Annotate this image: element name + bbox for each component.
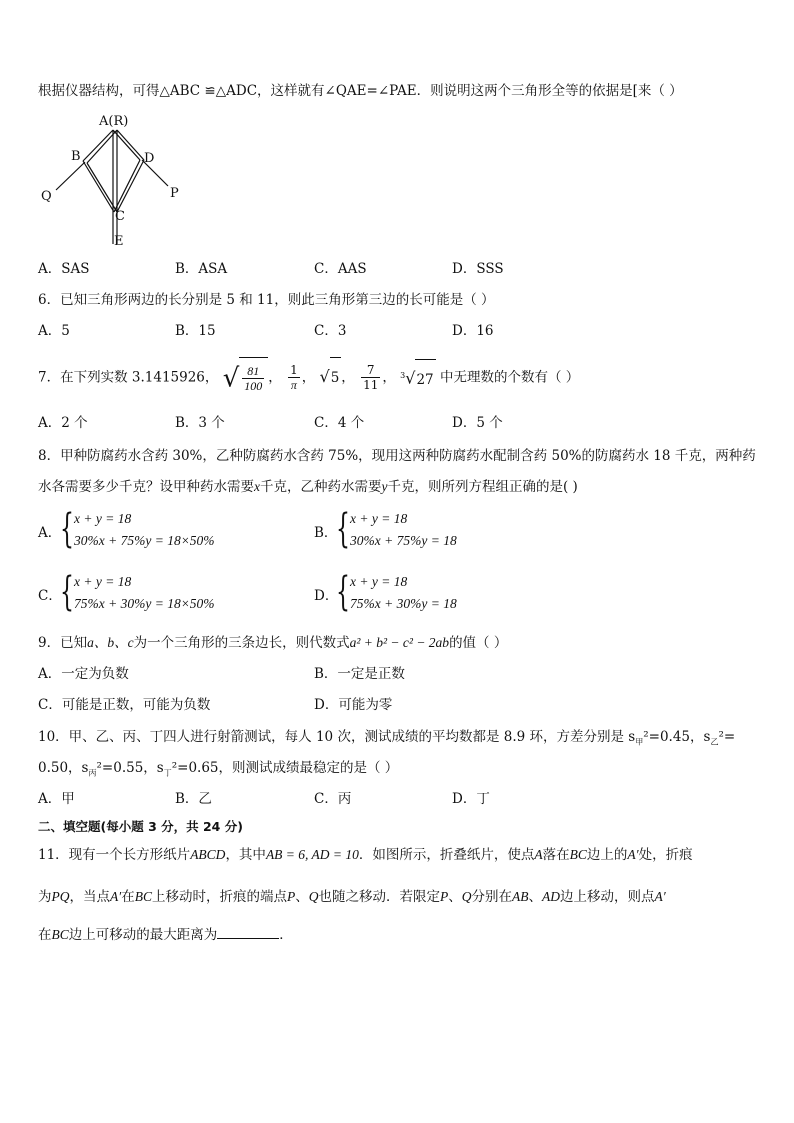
q11-line1 (38, 846, 693, 864)
q11-l2b: ，当点 (69, 889, 110, 905)
q11-l2-ad: AD (541, 889, 560, 904)
section-heading-fill-in: 二、填空题(每小题 3 分，共 24 分) (38, 819, 243, 834)
q9-option-a[interactable]: A．一定为负数 (38, 666, 129, 682)
q11-l3c: ． (279, 927, 293, 943)
q11-l3b: 边上可移动的最大距离为 (68, 927, 218, 943)
q8-option-d-system[interactable]: { x + y = 18 75%x + 30%y = 18 (336, 569, 457, 615)
q9-suffix: 的值（ ） (449, 635, 508, 651)
q10-sub-bing: 丙 (88, 768, 97, 778)
label-B: B (71, 149, 81, 164)
q5-option-a[interactable]: A．SAS (38, 261, 90, 277)
q11-point-a: A (534, 847, 543, 862)
q11-l2-q2: Q (461, 889, 472, 904)
q11-l2g: 、 (448, 889, 462, 905)
q11-l2-a-prime: A′ (110, 889, 122, 904)
q11-l2i: 、 (528, 889, 542, 905)
q11-l2-q: Q (308, 889, 319, 904)
q8-option-a-system[interactable]: { x + y = 18 30%x + 75%y = 18×50% (60, 506, 215, 552)
cbrt-val: 27 (415, 359, 435, 400)
q6-stem: 6．已知三角形两边的长分别是 5 和 11，则此三角形第三边的长可能是（ ） (38, 292, 495, 308)
q8-option-d-label[interactable]: D． (314, 588, 339, 604)
q11-l2a: 为 (38, 889, 52, 905)
frac-7-over-11 (361, 363, 380, 392)
q10-option-a[interactable]: A．甲 (38, 791, 75, 807)
q6-option-c[interactable]: C．3 (314, 323, 347, 339)
label-Q: Q (41, 189, 52, 204)
sqrt-num: 81 (242, 364, 264, 379)
q10-line2b: ²=0.65，则测试成绩最稳定的是（ ） (171, 760, 399, 776)
frac2-den: 11 (363, 378, 379, 393)
q11-answer-blank[interactable] (217, 926, 279, 939)
q11-l1f: 处，折痕 (638, 847, 693, 863)
q11-l2-p2: P (439, 889, 449, 904)
q10-option-c[interactable]: C．丙 (314, 791, 352, 807)
label-C: C (115, 209, 125, 224)
q5-option-c[interactable]: C．AAS (314, 261, 367, 277)
q9-mid: 为一个三角形的三条边长，则代数式 (133, 635, 350, 651)
q10-sub-yi: 乙 (710, 737, 719, 747)
frac-1-over-pi (288, 363, 300, 392)
q7-option-a[interactable]: A．2 个 (38, 415, 88, 431)
q11-l1a: 11．现有一个长方形纸片 (38, 847, 191, 863)
q8-option-c-system[interactable]: { x + y = 18 75%x + 30%y = 18×50% (60, 569, 215, 615)
q11-l1b: ，其中 (225, 847, 266, 863)
cbrt-index: 3 (400, 371, 406, 380)
q10-option-b[interactable]: B．乙 (175, 791, 212, 807)
q11-l3-bc: BC (51, 927, 69, 942)
q8-a-eq2: 30%x + 75%y = 18×50% (74, 533, 215, 548)
q11-a-prime: A′ (627, 847, 639, 862)
q9-option-d[interactable]: D．可能为零 (314, 697, 393, 713)
sqrt5-val: 5 (330, 357, 342, 398)
q11-l2f: 也随之移动．若限定 (318, 889, 440, 905)
q9-option-b[interactable]: B．一定是正数 (314, 666, 405, 682)
q7-option-b[interactable]: B．3 个 (175, 415, 225, 431)
q7-option-c[interactable]: C．4 个 (314, 415, 365, 431)
q9-expr: a² + b² − c² − 2ab (349, 635, 450, 650)
q10-sub-ding: 丁 (163, 768, 172, 778)
q8-var-y: y (381, 479, 388, 494)
label-E: E (114, 234, 124, 249)
q10-val-bing: ²=0.55，s (96, 760, 164, 776)
q6-option-d[interactable]: D．16 (452, 323, 494, 339)
label-P: P (170, 186, 179, 201)
frac2-num: 7 (361, 363, 380, 378)
sqrt-81-over-100: √ $\frac{81}{100}$ (223, 357, 269, 399)
q8-d-eq2: 75%x + 30%y = 18 (350, 596, 457, 611)
q6-option-a[interactable]: A．5 (38, 323, 70, 339)
q5-figure (36, 108, 196, 253)
frac1-den: π (290, 378, 297, 393)
q8-c-eq2: 75%x + 30%y = 18×50% (74, 596, 215, 611)
q9-option-c[interactable]: C．可能是正数，可能为负数 (38, 697, 211, 713)
sqrt-5: √5 (320, 357, 342, 398)
q10-sub-jia: 甲 (635, 737, 644, 747)
label-A: A(R) (99, 114, 129, 129)
cbrt-27: $^3$√27 (400, 356, 435, 400)
q5-option-b[interactable]: B．ASA (175, 261, 228, 277)
q10-line2 (38, 759, 398, 783)
q11-l2-ab: AB (511, 889, 529, 904)
q8-line2b: 千克，乙种药水需要 (260, 479, 382, 495)
q10-option-d[interactable]: D．丁 (452, 791, 490, 807)
q8-d-eq1: x + y = 18 (350, 574, 408, 589)
q11-l2-a-prime2: A′ (654, 889, 666, 904)
q10-line1 (38, 728, 735, 752)
q11-l1c: ．如图所示，折叠纸片，使点 (358, 847, 535, 863)
q8-var-x: x (254, 479, 260, 494)
q11-line3 (38, 926, 293, 944)
q11-l3a: 在 (38, 927, 52, 943)
q11-pq: PQ (51, 889, 70, 904)
q8-b-eq2: 30%x + 75%y = 18 (350, 533, 457, 548)
q7-suffix: 中无理数的个数有（ ） (439, 369, 580, 386)
q8-a-eq1: x + y = 18 (74, 511, 132, 526)
q11-ab-ad: AB = 6, AD = 10 (265, 847, 359, 862)
q8-line2a: 水各需要多少千克？设甲种药水需要 (38, 479, 254, 495)
q8-c-eq1: x + y = 18 (74, 574, 132, 589)
q11-l1e: 边上的 (586, 847, 628, 863)
q8-option-a-label[interactable]: A． (38, 525, 62, 541)
q8-option-c-label[interactable]: C． (38, 588, 62, 604)
q11-l1d: 落在 (542, 847, 570, 863)
q8-line2c: 千克，则所列方程组正确的是( ) (387, 479, 578, 495)
q11-l2e: 、 (295, 889, 309, 905)
q6-option-b[interactable]: B．15 (175, 323, 216, 339)
q5-option-d[interactable]: D．SSS (452, 261, 504, 277)
q8-option-b-label[interactable]: B． (314, 525, 338, 541)
q5-stem: 根据仪器结构，可得△ABC ≌△ADC，这样就有∠QAE=∠PAE．则说明这两个三角形全等的依据是[来（ ） (38, 83, 683, 99)
q8-b-eq1: x + y = 18 (350, 511, 408, 526)
frac1-num: 1 (290, 363, 298, 378)
q7-prefix: 7．在下列实数 3.1415926， (38, 369, 219, 386)
q8-line2 (38, 478, 578, 496)
q11-l2h: 分别在 (471, 889, 512, 905)
q9-vars: a、b、c (87, 635, 134, 650)
q7-stem: 7．在下列实数 3.1415926， √ $\frac{81}{100}$ ， $\frac{1}{\pi}$ ， √5 ， $\frac{7}{11}$ ， $^3$√27 中无理数的个数有（ ） (38, 356, 579, 400)
q10-val-yi: ²= (718, 729, 736, 745)
q11-l2-bc: BC (134, 889, 152, 904)
q10-val-jia: ²=0.45，s (643, 729, 711, 745)
q11-l2d: 上移动时，折痕的端点 (151, 889, 287, 905)
q11-l2j: 边上移动，则点 (559, 889, 655, 905)
label-D: D (144, 151, 155, 166)
q8-line1: 8．甲种防腐药水含药 30%，乙种防腐药水含药 75%，现用这两种防腐药水配制含药 50%的防腐药水 18 千克，两种药 (38, 448, 756, 464)
q10-line1-text: 10．甲、乙、丙、丁四人进行射箭测试，每人 10 次，测试成绩的平均数都是 8.9 环，方差分别是 s (38, 729, 636, 745)
q9-stem (38, 634, 507, 652)
q11-line2 (38, 888, 666, 906)
q11-abcd: ABCD (190, 847, 226, 862)
q11-bc: BC (569, 847, 587, 862)
q8-option-b-system[interactable]: { x + y = 18 30%x + 75%y = 18 (336, 506, 457, 552)
q10-line2a: 0.50，s (38, 760, 89, 776)
q11-l2c: 在 (121, 889, 135, 905)
q11-l2-p: P (286, 889, 296, 904)
q7-option-d[interactable]: D．5 个 (452, 415, 503, 431)
sqrt-den: 100 (244, 379, 263, 393)
q9-prefix: 9．已知 (38, 635, 88, 651)
